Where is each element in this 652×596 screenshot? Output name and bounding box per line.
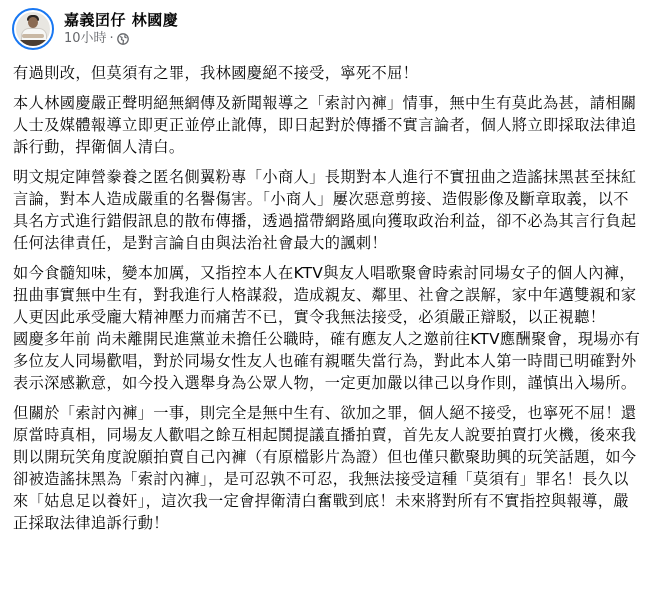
post-paragraph: 國慶多年前 尚未離開民進黨並未擔任公職時，確有應友人之邀前往KTV應酬聚會，現場亦有多位友人同場歡唱，對於同場女性友人也確有親暱失當行為，對此本人第一時間已明確對外表示深感歉意，如今投入選舉身為公眾人物，一定更加嚴以律己以身作則，謹慎出入場所。 bbox=[13, 330, 641, 392]
post-paragraph: 本人林國慶嚴正聲明絕無網傳及新聞報導之「索討內褲」情事，無中生有莫此為甚，請相關人士及媒體報導立即更正並停止訛傳，即日起對於傳播不實言論者，個人將立即採取法律追訴行動，捍衛個人清白。 bbox=[13, 94, 637, 156]
post-header bbox=[12, 8, 178, 50]
post-subline bbox=[64, 30, 178, 48]
post-body bbox=[13, 62, 643, 542]
author-name[interactable]: 嘉義囝仔 林國慶 bbox=[64, 11, 179, 29]
post-meta bbox=[64, 10, 178, 48]
avatar[interactable] bbox=[12, 8, 54, 50]
post-paragraph: 但關於「索討內褲」一事，則完全是無中生有、欲加之罪，個人絕不接受，也寧死不屈！還原當時真相，同場友人歡唱之餘互相起鬨提議直播拍賣，首先友人說要拍賣打火機，後來我則以開玩笑角度說願拍賣自己內褲（有原檔影片為證）但也僅只歡聚助興的玩笑話題，如今卻被造謠抹黑為「索討內褲」，是可忍孰不可忍，我無法接受這種「莫須有」罪名！長久以來「姑息足以養奸」，這次我一定會捍衛清白奮戰到底！未來將對所有不實指控與報導，嚴正採取法律追訴行動！ bbox=[13, 404, 637, 532]
post-paragraph: 明文規定陣營豢養之匿名側翼粉專「小商人」長期對本人進行不實扭曲之造謠抹黑甚至抹紅言論，對本人造成嚴重的名譽傷害。「小商人」屢次惡意剪接、造假影像及斷章取義，以不具名方式進行錯假訊息的散布傳播，透過擋帶網路風向獲取政治利益，卻不必為其言行負起任何法律責任，是對言論自由與法治社會最大的諷刺！ bbox=[13, 168, 637, 252]
profile-photo bbox=[16, 12, 50, 46]
post-paragraph: 有過則改，但莫須有之罪，我林國慶絕不接受，寧死不屈！ bbox=[13, 64, 419, 82]
post-paragraph: 如今食髓知味，變本加厲，又指控本人在KTV與友人唱歌聚會時索討同場女子的個人內褲，扭曲事實無中生有，對我進行人格謀殺，造成親友、鄰里、社會之誤解，家中年邁雙親和家人更因此承受龐大精神壓力而痛苦不已，實令我無法接受，必須嚴正辯駁，以正視聽！ bbox=[13, 264, 637, 326]
globe-icon[interactable] bbox=[117, 33, 129, 45]
separator: · bbox=[109, 31, 114, 46]
post-timestamp[interactable]: 10小時 bbox=[64, 31, 107, 46]
